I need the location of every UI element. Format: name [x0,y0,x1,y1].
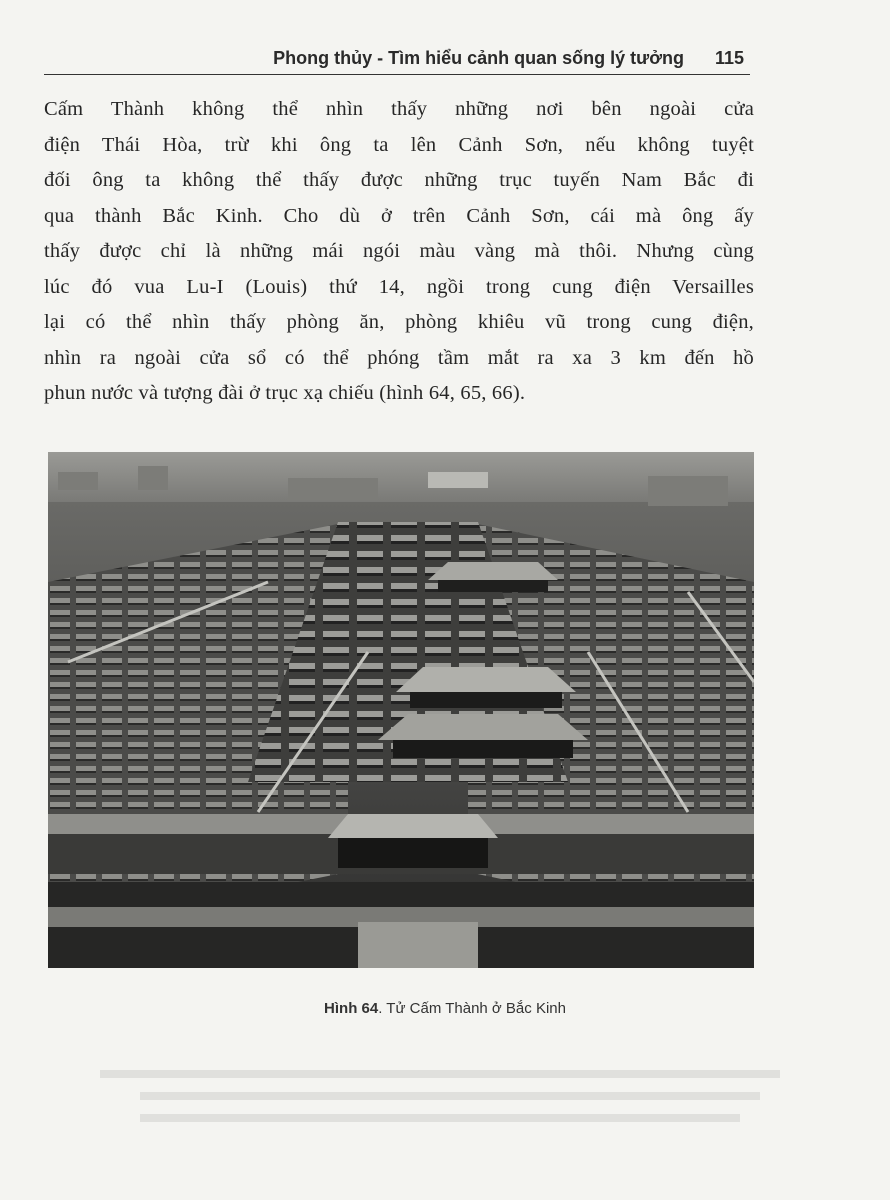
body-paragraph [44,92,754,412]
text-line: nhìn ra ngoài cửa sổ có thể phóng tầm mắt ra xa 3 km đến hồ [44,346,754,369]
running-header [44,44,750,75]
text-line: qua thành Bắc Kinh. Cho dù ở trên Cảnh Sơn, cái mà ông ấy [44,204,754,227]
aerial-photo-illustration [48,452,754,968]
text-line: điện Thái Hòa, trừ khi ông ta lên Cảnh Sơn, nếu không tuyệt [44,133,754,156]
text-line: Cấm Thành không thể nhìn thấy những nơi bên ngoài cửa [44,98,754,120]
text-line: đối ông ta không thể thấy được những trục tuyến Nam Bắc đi [44,169,754,191]
show-through-text [100,1060,800,1140]
text-line: thấy được chỉ là những mái ngói màu vàng mà thôi. Nhưng cùng [44,240,754,262]
caption-text: . Tử Cấm Thành ở Bắc Kinh [378,1000,566,1017]
text-line: lại có thể nhìn thấy phòng ăn, phòng khiêu vũ trong cung điện, [44,311,754,333]
page-number: 115 [714,48,744,68]
text-line: lúc đó vua Lu-I (Louis) thứ 14, ngồi trong cung điện Versailles [44,275,754,298]
caption-label: Hình 64 [324,1000,379,1017]
figure-caption [0,1000,890,1017]
header-title: Phong thủy - Tìm hiểu cảnh quan sống lý tưởng [273,48,684,68]
forbidden-city-photo [48,452,754,968]
text-line: phun nước và tượng đài ở trục xạ chiếu (hình 64, 65, 66). [44,382,526,404]
